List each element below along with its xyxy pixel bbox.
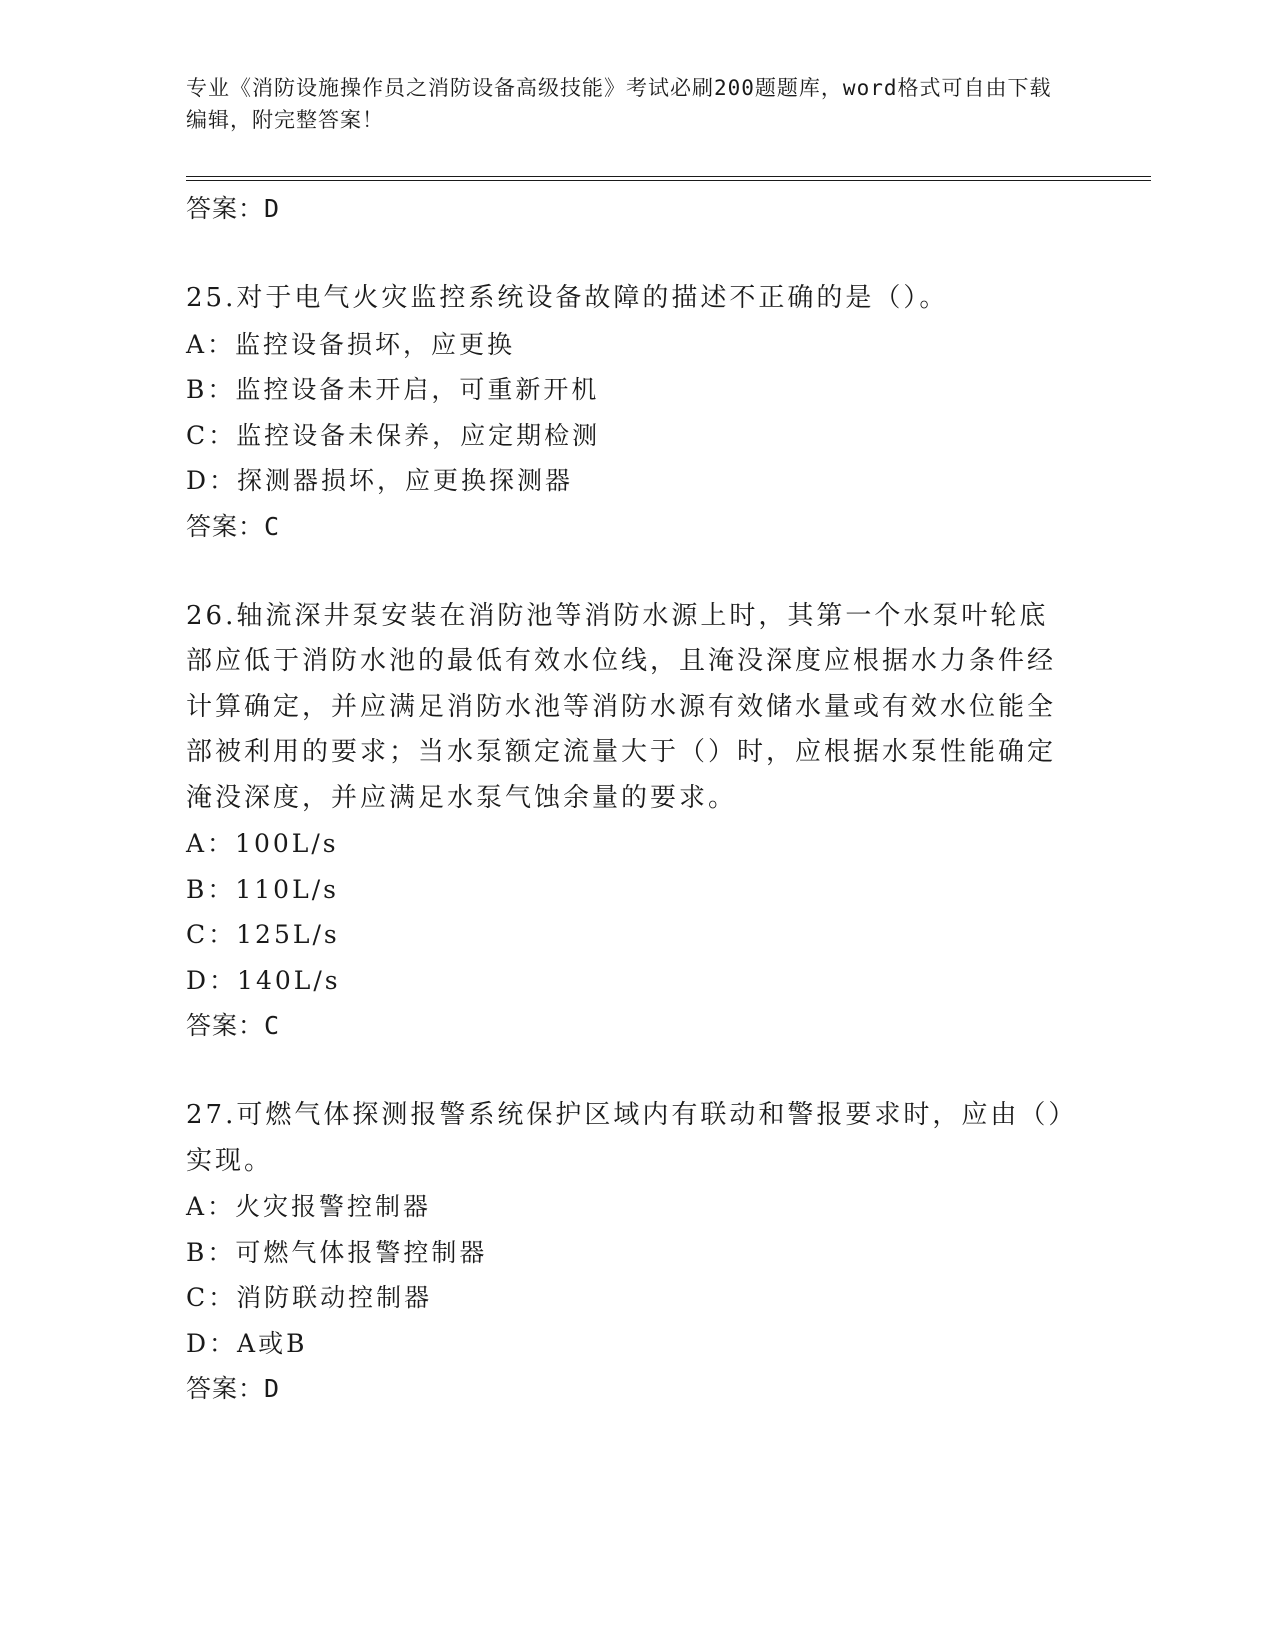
option-d: D：140L/s [186, 965, 341, 995]
option-a: A：监控设备损坏，应更换 [186, 329, 516, 359]
question-text: 26.轴流深井泵安装在消防池等消防水源上时，其第一个水泵叶轮底部应低于消防水池的最低有效水位线，且淹没深度应根据水力条件经计算确定，并应满足消防水池等消防水源有效储水量或有效水位能全部被利用的要求；当水泵额定流量大于（）时，应根据水泵性能确定淹没深度，并应满足水泵气蚀余量的要求。 [186, 600, 1057, 813]
option-b: B：110L/s [186, 874, 339, 904]
document-header: 专业《消防设施操作员之消防设备高级技能》考试必刷200题题库，word格式可自由下载编辑，附完整答案！ [186, 76, 1052, 132]
option-b: B：可燃气体报警控制器 [186, 1237, 488, 1267]
answer-line: 答案：C [186, 1011, 281, 1040]
option-a: A：100L/s [186, 829, 339, 858]
option-c: C：125L/s [186, 920, 340, 949]
option-d: D：A或B [186, 1328, 308, 1358]
question-item [186, 1093, 1076, 1412]
question-item [186, 594, 1076, 1050]
question-item [186, 276, 1076, 550]
option-a: A：火灾报警控制器 [186, 1192, 432, 1221]
question-text: 25.对于电气火灾监控系统设备故障的描述不正确的是（）。 [186, 283, 949, 313]
answer-line: 答案：D [186, 1374, 281, 1403]
answer-line: 答案：D [186, 194, 281, 223]
option-c: C：消防联动控制器 [186, 1283, 433, 1312]
option-d: D：探测器损坏，应更换探测器 [186, 466, 574, 495]
option-b: B：监控设备未开启，可重新开机 [186, 375, 600, 404]
header-divider [186, 176, 1151, 181]
option-c: C：监控设备未保养，应定期检测 [186, 420, 601, 450]
question-list [186, 186, 1076, 1412]
answer-line: 答案：C [186, 511, 281, 541]
question-text: 27.可燃气体探测报警系统保护区域内有联动和警报要求时，应由（）实现。 [186, 1100, 1065, 1176]
